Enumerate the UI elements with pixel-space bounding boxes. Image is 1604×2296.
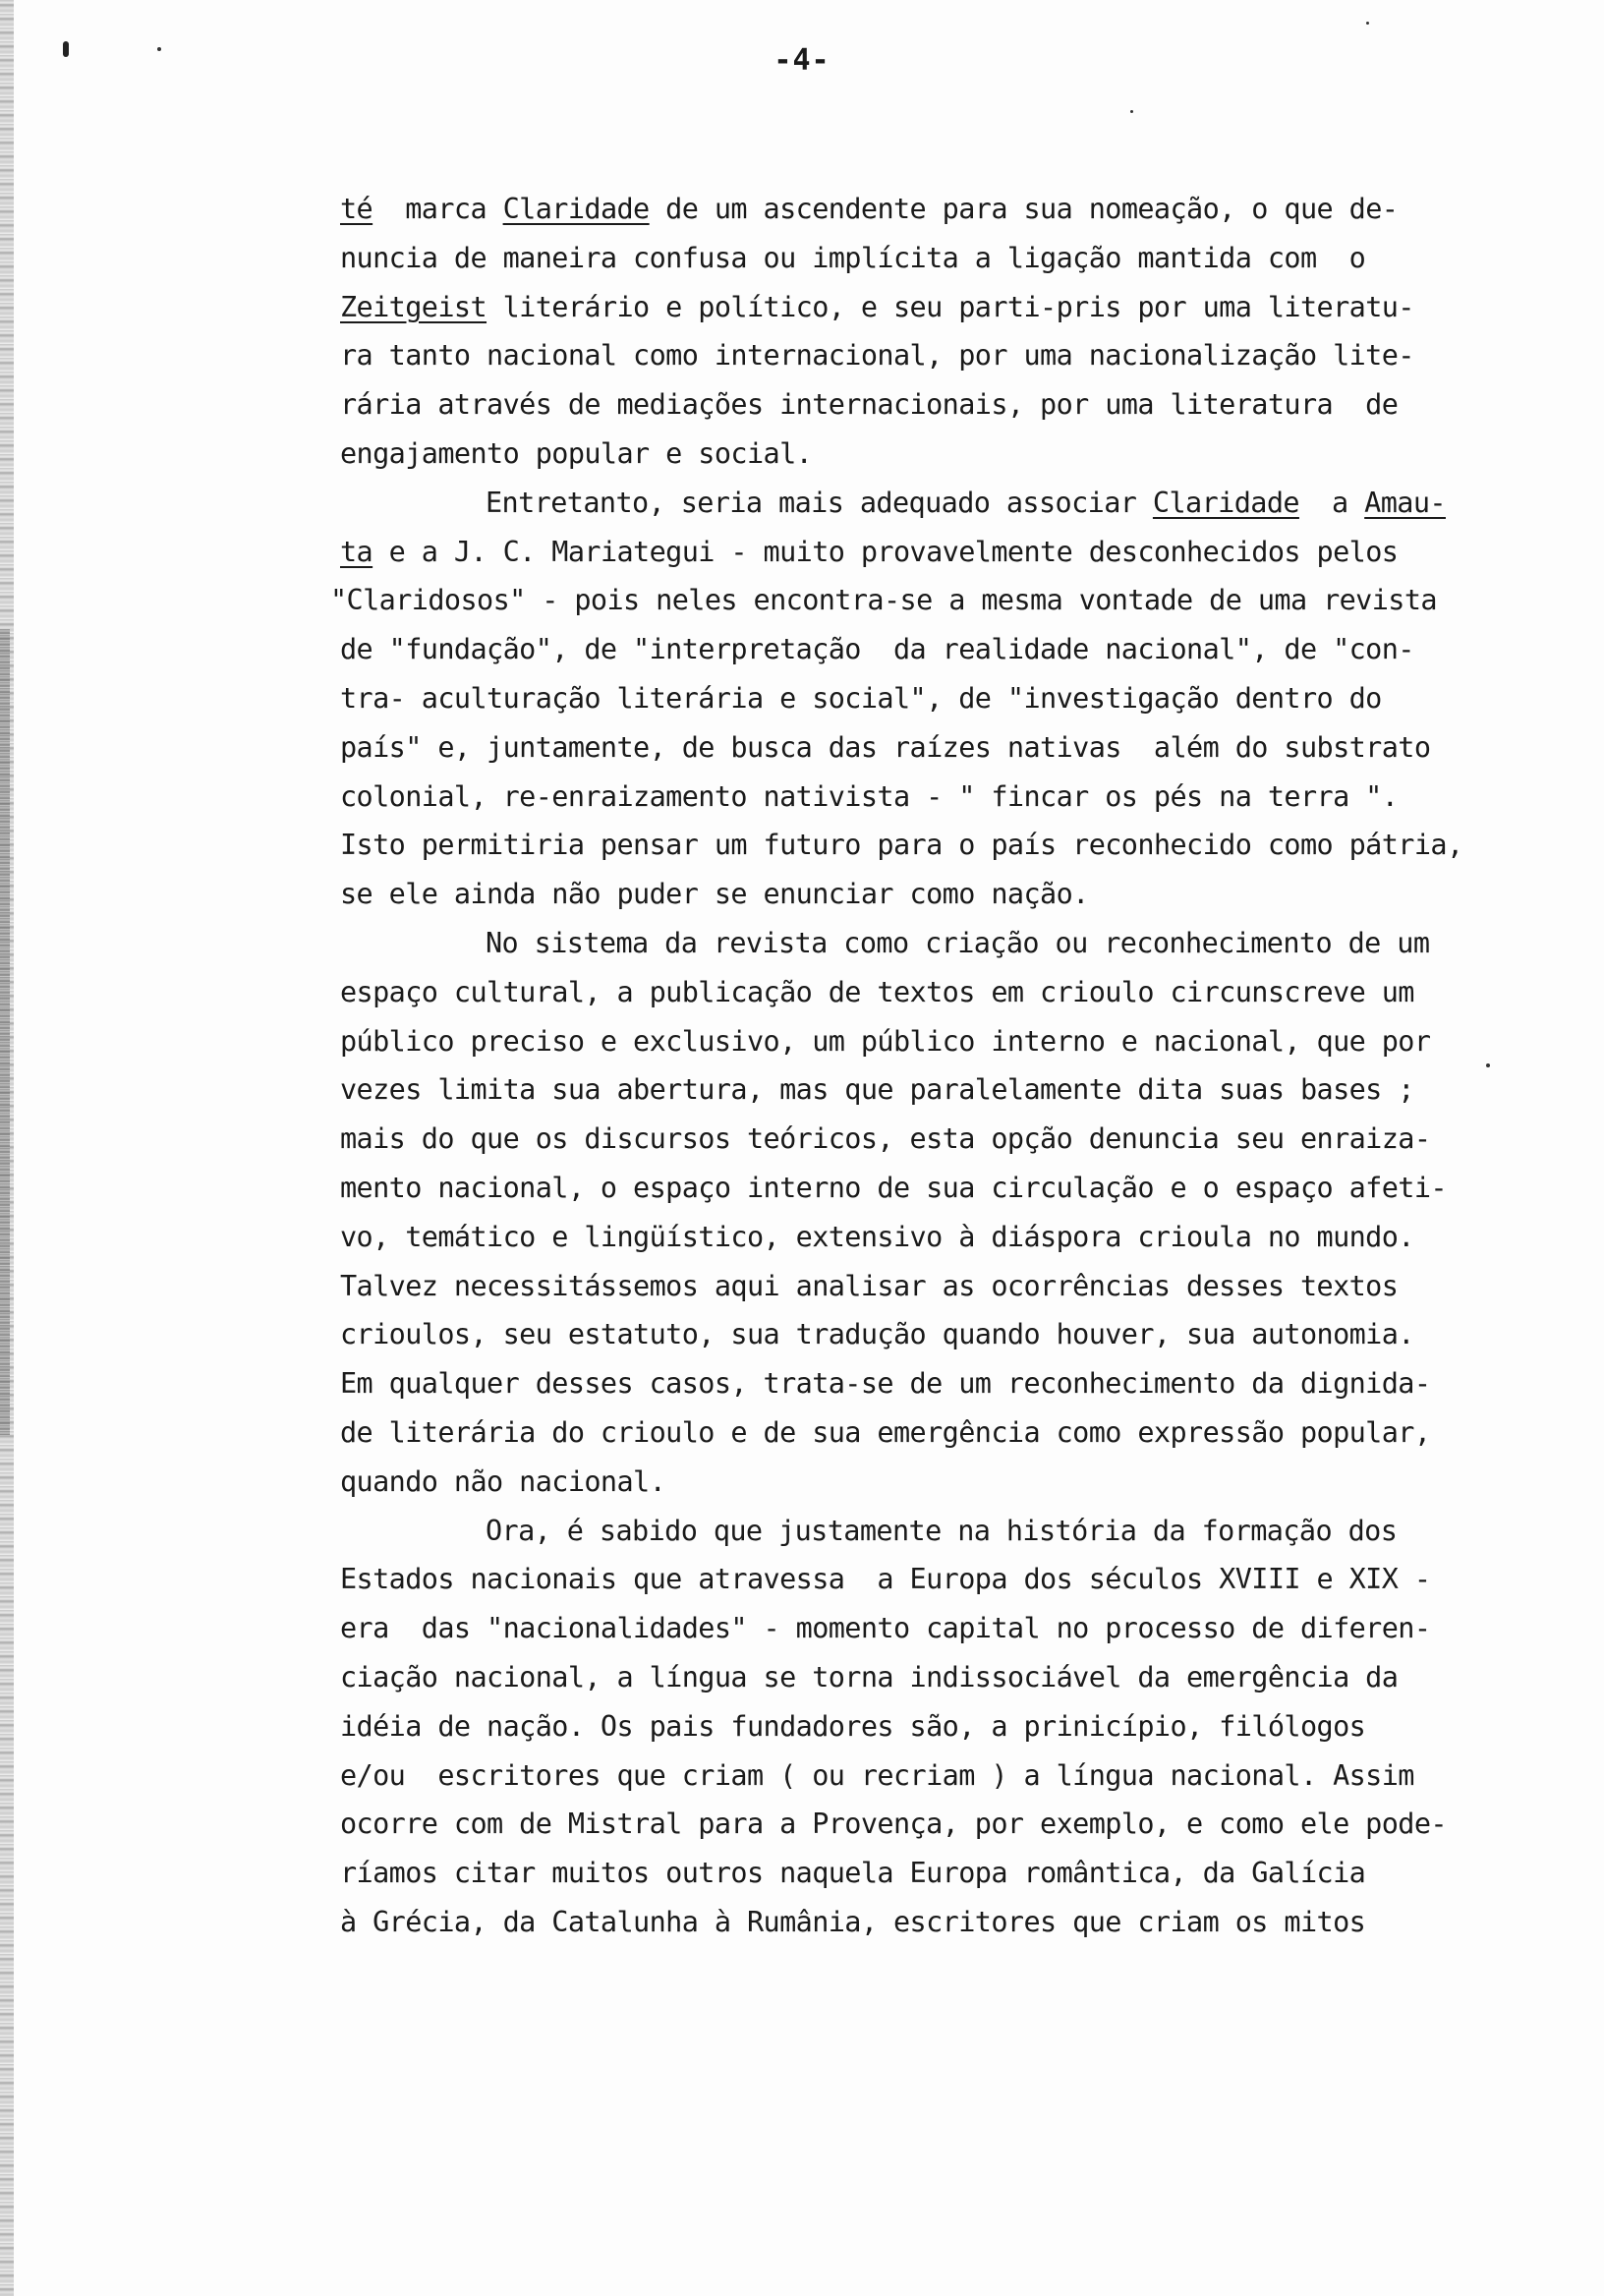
- text-segment: vo, temático e lingüístico, extensivo à diáspora crioula no mundo.: [340, 1220, 1414, 1253]
- text-segment: vezes limita sua abertura, mas que paralelamente dita suas bases ;: [340, 1073, 1414, 1107]
- text-segment: era das "nacionalidades" - momento capital no processo de diferen-: [340, 1612, 1431, 1645]
- text-segment: Ora, é sabido que justamente na história da formação dos: [486, 1514, 1398, 1547]
- text-line: [486, 927, 1429, 960]
- text-line: [340, 242, 1365, 275]
- text-line: [340, 1808, 1447, 1841]
- text-segment: a: [1298, 486, 1365, 519]
- text-line: [340, 1073, 1414, 1107]
- text-segment: rária através de mediações internacionais, por uma literatura de: [340, 388, 1399, 422]
- text-line: [340, 829, 1463, 862]
- text-line: [340, 1906, 1365, 1939]
- text-segment: tra- aculturação literária e social", de "investigação dentro do: [340, 682, 1382, 715]
- text-line: [340, 1759, 1414, 1793]
- text-line: [340, 1465, 665, 1499]
- text-line: [340, 1367, 1430, 1401]
- text-line: [340, 976, 1414, 1009]
- text-segment: e a J. C. Mariategui - muito provavelmente desconhecidos pelos: [372, 535, 1399, 568]
- text-segment: Entretanto, seria mais adequado associar: [486, 486, 1153, 519]
- text-line: [340, 1661, 1398, 1694]
- text-line: [340, 536, 1398, 569]
- text-segment: à Grécia, da Catalunha à Rumânia, escritores que criam os mitos: [340, 1906, 1366, 1938]
- text-segment: marca: [372, 193, 503, 225]
- text-segment: crioulos, seu estatuto, sua tradução quando houver, sua autonomia.: [340, 1318, 1414, 1351]
- text-line: [340, 780, 1398, 814]
- underlined-term: Claridade: [502, 193, 650, 225]
- text-segment: espaço cultural, a publicação de textos em crioulo circunscreve um: [340, 975, 1414, 1008]
- text-line: [340, 633, 1414, 666]
- text-line: [486, 487, 1446, 520]
- text-segment: nuncia de maneira confusa ou implícita a ligação mantida com o: [340, 241, 1366, 274]
- text-segment: e/ou escritores que criam ( ou recriam ) a língua nacional. Assim: [340, 1758, 1414, 1792]
- text-segment: mais do que os discursos teóricos, esta opção denuncia seu enraiza-: [340, 1122, 1431, 1156]
- text-segment: No sistema da revista como criação ou reconhecimento de um: [486, 927, 1430, 959]
- text-segment: país" e, juntamente, de busca das raízes nativas além do substrato: [340, 730, 1431, 764]
- text-line: [340, 1221, 1414, 1254]
- text-segment: quando não nacional.: [340, 1464, 666, 1498]
- text-segment: ra tanto nacional como internacional, por uma nacionalização lite-: [340, 339, 1414, 373]
- text-line: [340, 1710, 1365, 1744]
- scan-edge-shadow: [0, 629, 10, 1435]
- text-segment: ríamos citar muitos outros naquela Europa romântica, da Galícia: [340, 1857, 1366, 1890]
- text-segment: idéia de nação. Os pais fundadores são, a prinicípio, filólogos: [340, 1709, 1366, 1743]
- text-line: [340, 731, 1430, 765]
- text-line: [340, 1416, 1430, 1450]
- text-segment: de um ascendente para sua nomeação, o que de-: [649, 193, 1399, 225]
- text-segment: Em qualquer desses casos, trata-se de um reconhecimento da dignida-: [340, 1367, 1431, 1401]
- text-line: [340, 1563, 1430, 1596]
- scan-speck: [1366, 22, 1369, 25]
- underlined-term: ta: [340, 535, 373, 568]
- text-segment: "Claridosos" - pois neles encontra-se a mesma vontade de uma revista: [330, 584, 1437, 617]
- text-segment: de literária do crioulo e de sua emergência como expressão popular,: [340, 1416, 1431, 1449]
- text-line: [340, 339, 1414, 373]
- text-line: [330, 584, 1437, 617]
- text-segment: público preciso e exclusivo, um público interno e nacional, que por: [340, 1024, 1431, 1058]
- text-line: [486, 1515, 1397, 1548]
- text-segment: colonial, re-enraizamento nativista - " fincar os pés na terra ".: [340, 779, 1399, 813]
- underlined-term: Claridade: [1152, 486, 1299, 519]
- text-segment: Estados nacionais que atravessa a Europa dos séculos XVIII e XIX -: [340, 1563, 1431, 1596]
- text-segment: ocorre com de Mistral para a Provença, por exemplo, e como ele pode-: [340, 1808, 1447, 1841]
- text-segment: engajamento popular e social.: [340, 437, 813, 470]
- text-line: [340, 291, 1414, 324]
- text-line: [340, 1270, 1398, 1303]
- text-line: [340, 193, 1398, 226]
- text-segment: se ele ainda não puder se enunciar como nação.: [340, 878, 1089, 911]
- text-segment: Isto permitiria pensar um futuro para o país reconhecido como pátria,: [340, 829, 1463, 862]
- text-line: [340, 1122, 1430, 1156]
- text-line: [340, 1172, 1447, 1205]
- text-segment: literário e político, e seu parti-pris por uma literatu-: [487, 290, 1414, 323]
- text-segment: mento nacional, o espaço interno de sua circulação e o espaço afeti-: [340, 1172, 1447, 1204]
- scan-speck: [1130, 110, 1133, 113]
- underlined-term: té: [340, 193, 373, 225]
- underlined-term: Amau-: [1364, 486, 1446, 519]
- underlined-term: Zeitgeist: [340, 290, 487, 323]
- page-number: -4-: [773, 43, 831, 78]
- text-line: [340, 682, 1382, 716]
- text-segment: Talvez necessitássemos aqui analisar as ocorrências desses textos: [340, 1269, 1399, 1302]
- text-segment: ciação nacional, a língua se torna indissociável da emergência da: [340, 1661, 1399, 1693]
- text-line: [340, 388, 1398, 422]
- text-line: [340, 1318, 1414, 1351]
- text-line: [340, 437, 812, 471]
- scan-speck: [1486, 1063, 1490, 1067]
- text-segment: de "fundação", de "interpretação da realidade nacional", de "con-: [340, 633, 1414, 666]
- text-line: [340, 1857, 1365, 1890]
- text-line: [340, 878, 1089, 911]
- text-line: [340, 1612, 1430, 1645]
- text-line: [340, 1025, 1430, 1059]
